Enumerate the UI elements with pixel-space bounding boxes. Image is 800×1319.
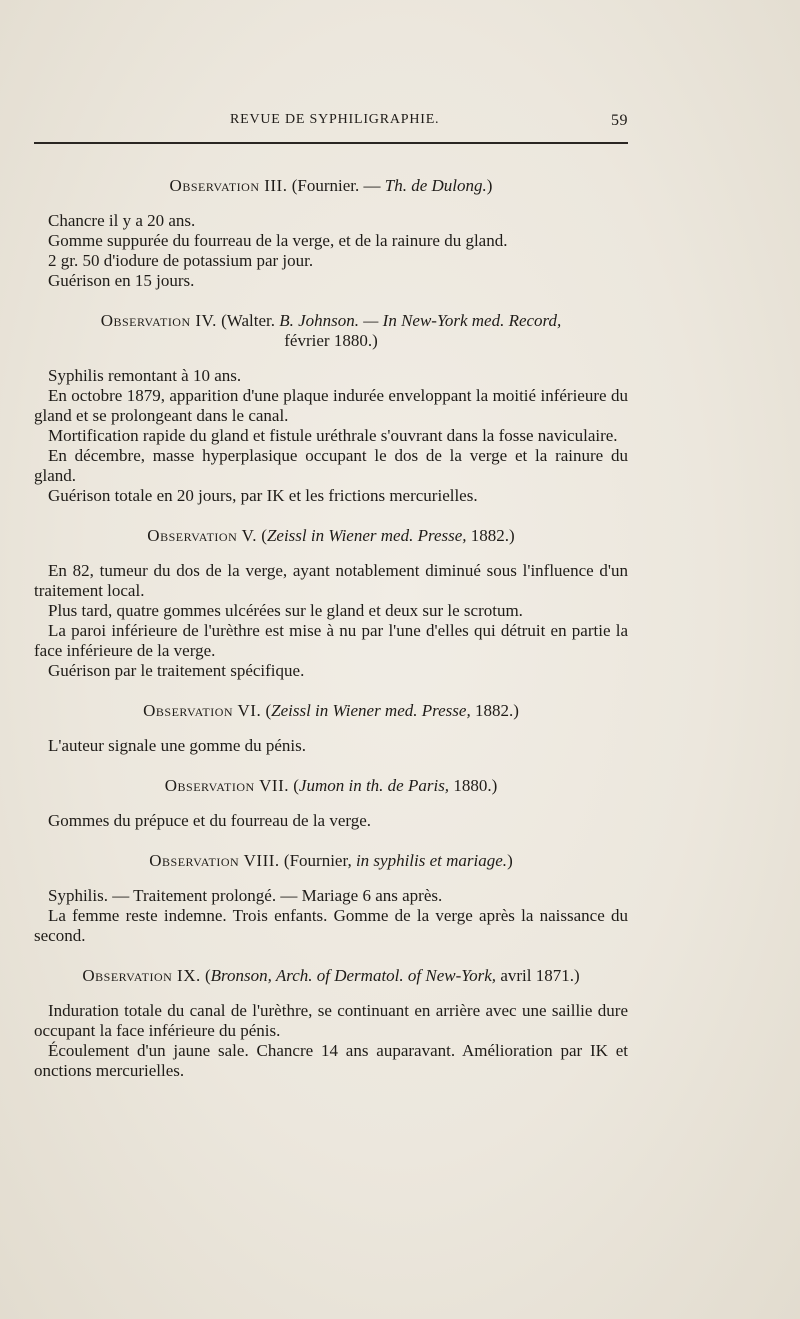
source-citation: in syphilis et mariage. (355, 851, 508, 870)
observation-paragraph: En décembre, masse hyperplasique occupant le dos de la verge et la rainure du gland. (34, 446, 628, 485)
source-suffix: 1880.) (449, 776, 498, 795)
source-citation: Jumon in th. de Paris, (298, 776, 450, 795)
article-body (34, 176, 628, 1101)
observation-label: Observation VI. (143, 701, 262, 720)
source-suffix: 1882.) (466, 526, 515, 545)
observation-heading (34, 776, 628, 796)
observation-paragraph: L'auteur signale une gomme du pénis. (48, 736, 306, 755)
observation-ix (34, 966, 628, 1081)
source-citation: B. Johnson. — In New-York med. Record, (279, 311, 562, 330)
source-citation: Zeissl in Wiener med. Presse, (266, 526, 467, 545)
observation-paragraph: Syphilis. — Traitement prolongé. — Mariage 6 ans après. (48, 886, 443, 905)
source-date: février 1880.) (284, 331, 378, 350)
source-prefix: ( (293, 776, 299, 795)
source-citation: Bronson, Arch. of Dermatol. of New-York, (210, 966, 497, 985)
source-prefix: ( (261, 526, 267, 545)
source-prefix: (Fournier. — (291, 176, 385, 195)
page-number: 59 (611, 112, 628, 129)
source-suffix: ) (507, 851, 513, 870)
source-citation: Zeissl in Wiener med. Presse, (271, 701, 471, 720)
observation-heading (34, 311, 628, 351)
observation-heading (34, 966, 628, 986)
observation-vi (34, 701, 628, 756)
observation-viii (34, 851, 628, 946)
source-prefix: (Walter. (221, 311, 280, 330)
observation-label: Observation VIII. (149, 851, 280, 870)
observation-label: Observation IX. (82, 966, 201, 985)
journal-title: REVUE DE SYPHILIGRAPHIE. (230, 112, 440, 127)
observation-label: Observation III. (169, 176, 288, 195)
observation-paragraph: En 82, tumeur du dos de la verge, ayant notablement diminué sous l'influence d'un traitement local. (34, 561, 628, 600)
source-suffix: avril 1871.) (496, 966, 580, 985)
observation-label: Observation V. (147, 526, 258, 545)
observation-heading (34, 701, 628, 721)
observation-iii (34, 176, 628, 291)
observation-paragraph: Induration totale du canal de l'urèthre, se continuant en arrière avec une saillie dure occupant la face inférieure du pénis. (34, 1001, 628, 1040)
observation-paragraph: Chancre il y a 20 ans. (48, 211, 196, 230)
source-citation: Th. de Dulong. (384, 176, 487, 195)
observation-paragraph: Guérison totale en 20 jours, par IK et les frictions mercurielles. (48, 486, 478, 505)
observation-paragraph: Mortification rapide du gland et fistule uréthrale s'ouvrant dans la fosse naviculaire. (48, 426, 618, 445)
observation-paragraph: En octobre 1879, apparition d'une plaque indurée enveloppant la moitié inférieure du gland et se prolongeant dans le canal. (34, 386, 628, 425)
source-prefix: ( (205, 966, 211, 985)
observation-paragraph: Écoulement d'un jaune sale. Chancre 14 ans auparavant. Amélioration par IK et onctions mercurielles. (34, 1041, 628, 1080)
source-suffix: ) (486, 176, 493, 195)
observation-heading (34, 176, 628, 196)
observation-paragraph: Syphilis remontant à 10 ans. (48, 366, 242, 385)
observation-paragraph: Gomme suppurée du fourreau de la verge, et de la rainure du gland. (48, 231, 508, 250)
observation-label: Observation VII. (164, 776, 289, 795)
running-header (34, 112, 628, 134)
observation-heading (34, 851, 628, 871)
observation-vii (34, 776, 628, 831)
observation-iv (34, 311, 628, 506)
observation-paragraph: Gommes du prépuce et du fourreau de la verge. (48, 811, 372, 830)
observation-v (34, 526, 628, 681)
source-prefix: (Fournier, (283, 851, 356, 870)
observation-label: Observation IV. (100, 311, 217, 330)
source-suffix: 1882.) (470, 701, 519, 720)
observation-paragraph: 2 gr. 50 d'iodure de potassium par jour. (48, 251, 314, 270)
observation-heading (34, 526, 628, 546)
observation-paragraph: La femme reste indemne. Trois enfants. Gomme de la verge après la naissance du second. (34, 906, 628, 945)
observation-paragraph: Guérison en 15 jours. (48, 271, 195, 290)
observation-paragraph: Guérison par le traitement spécifique. (48, 661, 305, 680)
observation-paragraph: La paroi inférieure de l'urèthre est mise à nu par l'une d'elles qui détruit en partie la face inférieure de la verge. (34, 621, 628, 660)
header-rule (34, 142, 628, 144)
source-prefix: ( (265, 701, 272, 720)
observation-paragraph: Plus tard, quatre gommes ulcérées sur le gland et deux sur le scrotum. (48, 601, 523, 620)
